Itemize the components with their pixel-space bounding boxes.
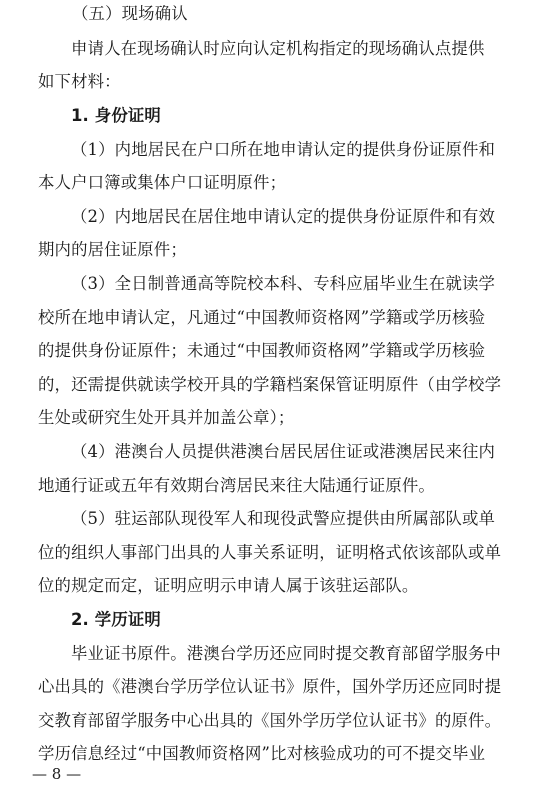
paragraph-line: 地通行证或五年有效期台湾居民来往大陆通行证原件。	[38, 476, 435, 495]
paragraph-line: 的，还需提供就读学校开具的学籍档案保管证明原件（由学校学	[38, 375, 502, 394]
paragraph-line: 心出具的《港澳台学历学位认证书》原件，国外学历还应同时提	[38, 677, 502, 696]
paragraph-line: 如下材料：	[38, 72, 121, 91]
paragraph-line: 位的规定而定，证明应明示申请人属于该驻运部队。	[38, 576, 419, 595]
section-heading: （五）现场确认	[72, 4, 188, 23]
paragraph-line: 毕业证书原件。港澳台学历还应同时提交教育部留学服务中	[71, 644, 502, 663]
subheading-education-proof: 2. 学历证明	[71, 610, 161, 629]
page-number: — 8 —	[32, 765, 82, 783]
paragraph-line: 位的组织人事部门出具的人事关系证明，证明格式依该部队或单	[38, 543, 502, 562]
paragraph-line: 本人户口簿或集体户口证明原件；	[38, 173, 287, 192]
paragraph-line: 的提供身份证原件；未通过“中国教师资格网”学籍或学历核验	[38, 341, 486, 360]
paragraph-line: （5）驻运部队现役军人和现役武警应提供由所属部队或单	[71, 509, 496, 528]
paragraph-line: （2）内地居民在居住地申请认定的提供身份证原件和有效	[71, 207, 496, 226]
paragraph-line: （3）全日制普通高等院校本科、专科应届毕业生在就读学	[71, 274, 496, 293]
subheading-identity-proof: 1. 身份证明	[71, 106, 161, 125]
paragraph-line: 交教育部留学服务中心出具的《国外学历学位认证书》的原件。	[38, 711, 502, 730]
paragraph-line: 申请人在现场确认时应向认定机构指定的现场确认点提供	[71, 39, 485, 58]
paragraph-line: （1）内地居民在户口所在地申请认定的提供身份证原件和	[71, 140, 496, 159]
paragraph-line: 期内的居住证原件；	[38, 240, 187, 259]
paragraph-line: 生处或研究生处开具并加盖公章）；	[38, 408, 295, 427]
paragraph-line: 学历信息经过“中国教师资格网”比对核验成功的可不提交毕业	[38, 744, 486, 763]
paragraph-line: 校所在地申请认定，凡通过“中国教师资格网”学籍或学历核验	[38, 308, 486, 327]
paragraph-line: （4）港澳台人员提供港澳台居民居住证或港澳居民来往内	[71, 442, 496, 461]
